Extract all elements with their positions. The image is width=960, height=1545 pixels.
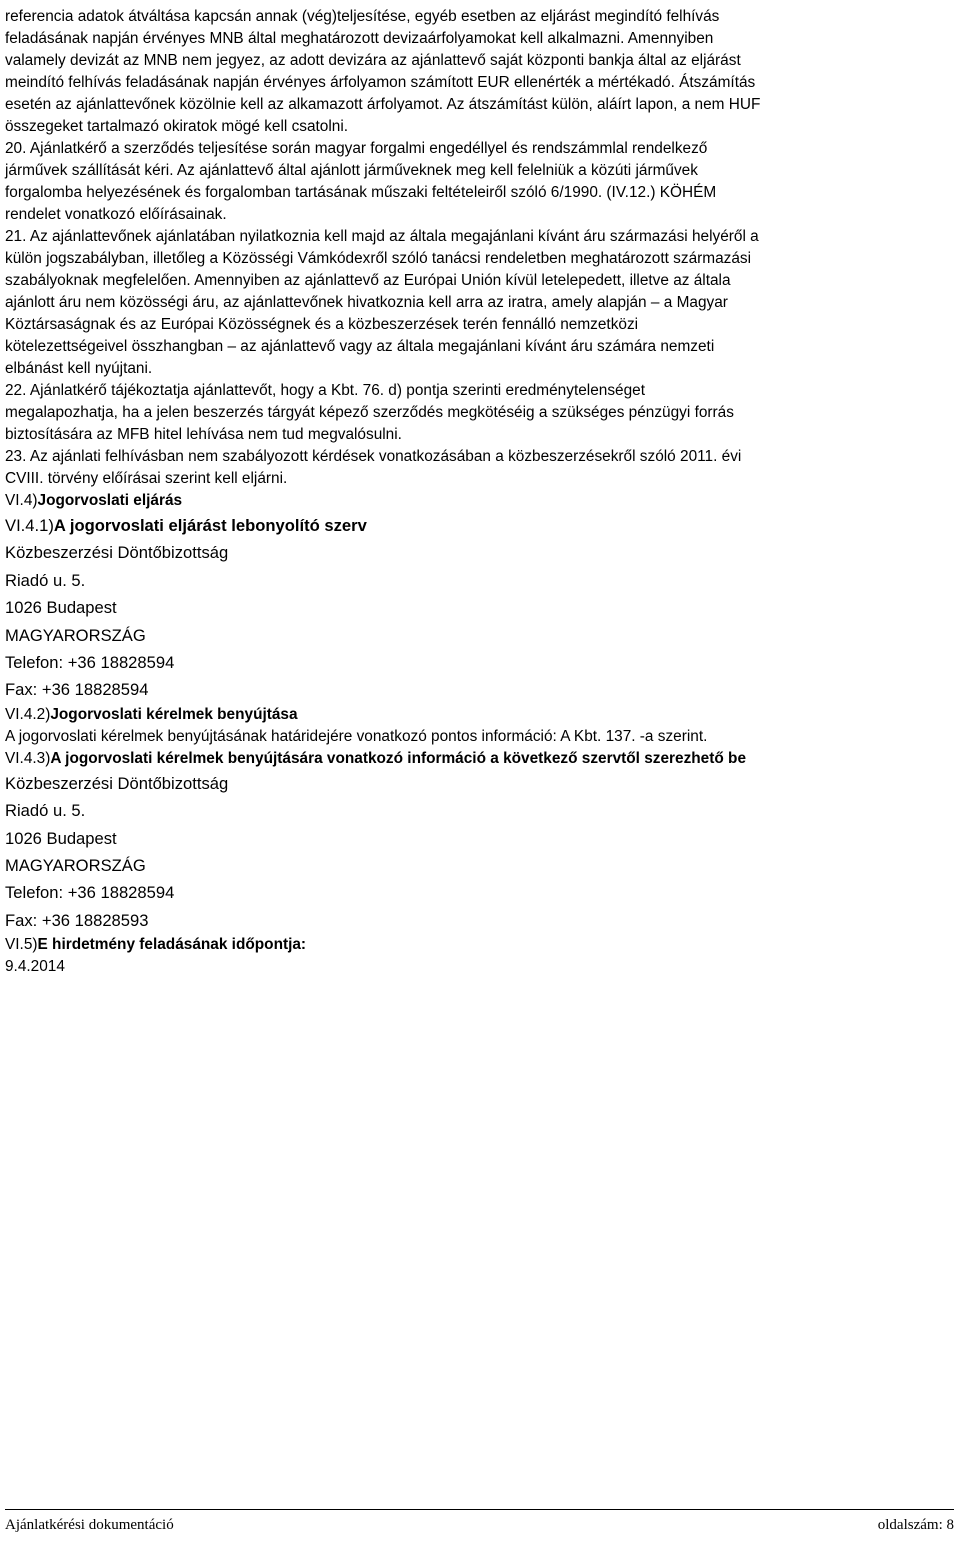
section-vi41-number: VI.4.1) bbox=[5, 516, 54, 535]
address2-country: MAGYARORSZÁG bbox=[5, 856, 146, 876]
section-vi43-number: VI.4.3) bbox=[5, 749, 51, 767]
address1-phone: Telefon: +36 18828594 bbox=[5, 653, 175, 673]
footer-page-number: oldalszám: 8 bbox=[877, 1517, 954, 1533]
section-vi42-number: VI.4.2) bbox=[5, 705, 51, 723]
section-vi42-title: Jogorvoslati kérelmek benyújtása bbox=[50, 705, 298, 723]
section-vi43-title: A jogorvoslati kérelmek benyújtására vonatkozó információ a következő szervtől szerezhető be bbox=[50, 749, 747, 767]
publication-date: 9.4.2014 bbox=[5, 958, 65, 976]
section-vi5-number: VI.5) bbox=[5, 936, 38, 954]
address2-city: 1026 Budapest bbox=[5, 828, 117, 848]
address1-street: Riadó u. 5. bbox=[5, 570, 86, 590]
paragraph-22: 22. Ajánlatkérő tájékoztatja ajánlattevőt, hogy a Kbt. 76. d) pontja szerinti eredménytelenséget megalapozhatja, ha a jelen beszerzés tárgyát képező szerződés megkötéséig a szükséges pénzügyi forrás biztosítására az MFB hitel lehívása nem tud megvalósulni. bbox=[5, 382, 734, 443]
paragraph-intro: referencia adatok átváltása kapcsán annak (vég)teljesítése, egyéb esetben az eljárást megindító felhívás feladásának napján érvényes MNB által meghatározott devizaárfolyamokat kell alkalmazni. Amennyiben valamely devizát az MNB nem jegyez, az adott devizára az ajánlattevő saját központi bankja által az eljárást meindító felhívás feladásának napján érvényes árfolyamon számított EUR ellenérték a mértékadó. Átszámítás esetén az ajánlattevőnek közölnie kell az alkamazott árfolyamot. Az átszámítást külön, aláírt lapon, a nem HUF összegeket tartalmazó okiratok mögé kell csatolni. bbox=[5, 8, 761, 135]
page-footer bbox=[5, 1509, 954, 1535]
section-vi5-title: E hirdetmény feladásának időpontja: bbox=[37, 936, 307, 954]
address2-street: Riadó u. 5. bbox=[5, 801, 86, 821]
paragraph-20: 20. Ajánlatkérő a szerződés teljesítése során magyar forgalmi engedéllyel és rendszámmlal rendelkező járművek szállítását kéri. Az ajánlattevő által ajánlott járműveknek meg kell felelniük a közúti járművek forgalomba helyezésének és forgalomban tartásának műszaki feltételeiről szóló 6/1990. (IV.12.) KÖHÉM rendelet vonatkozó előírásainak. bbox=[5, 140, 717, 223]
address2-fax: Fax: +36 18828593 bbox=[5, 910, 149, 930]
address1-city: 1026 Budapest bbox=[5, 598, 117, 618]
section-vi4-heading bbox=[5, 490, 953, 512]
address1-org: Közbeszerzési Döntőbizottság bbox=[5, 543, 229, 563]
paragraph-21: 21. Az ajánlattevőnek ajánlatában nyilatkoznia kell majd az általa megajánlani kívánt áru származási helyéről a külön jogszabályban, illetőleg a Közösségi Vámkódexről szóló tanácsi rendeletben meghatározott származási szabályoknak megfelelően. Amennyiben az ajánlattevő az Európai Unión kívül letelepedett, illetve az általa ajánlott áru nem közösségi áru, az ajánlattevőnek hivatkoznia kell arra az iratra, amely alapján – a Magyar Köztársaságnak és az Európai Közösségnek és a közbeszerzések terén fennálló nemzetközi kötelezettségeivel összhangban – az ajánlattevő vagy az általa megajánlani kívánt áru számára nemzeti elbánást kell nyújtani. bbox=[5, 228, 759, 377]
section-vi41-heading bbox=[5, 512, 953, 539]
footer-document-title: Ajánlatkérési dokumentáció bbox=[5, 1517, 174, 1533]
section-vi43-heading bbox=[5, 748, 953, 770]
address1-fax: Fax: +36 18828594 bbox=[5, 680, 149, 700]
section-vi4-title: Jogorvoslati eljárás bbox=[37, 492, 183, 509]
section-vi5-heading bbox=[5, 934, 953, 956]
address2-phone: Telefon: +36 18828594 bbox=[5, 883, 175, 903]
address2-org: Közbeszerzési Döntőbizottság bbox=[5, 773, 229, 793]
section-vi4-number: VI.4) bbox=[5, 492, 38, 509]
document-body bbox=[5, 6, 953, 978]
section-vi41-title: A jogorvoslati eljárást lebonyolító szerv bbox=[53, 516, 367, 535]
section-vi42-heading bbox=[5, 704, 953, 726]
paragraph-23: 23. Az ajánlati felhívásban nem szabályozott kérdések vonatkozásában a közbeszerzésekről szóló 2011. évi CVIII. törvény előírásai szerint kell eljárni. bbox=[5, 448, 742, 487]
section-vi42-text: A jogorvoslati kérelmek benyújtásának határidejére vonatkozó pontos információ: A Kbt. 137. -a szerint. bbox=[5, 727, 708, 745]
address1-country: MAGYARORSZÁG bbox=[5, 625, 146, 645]
